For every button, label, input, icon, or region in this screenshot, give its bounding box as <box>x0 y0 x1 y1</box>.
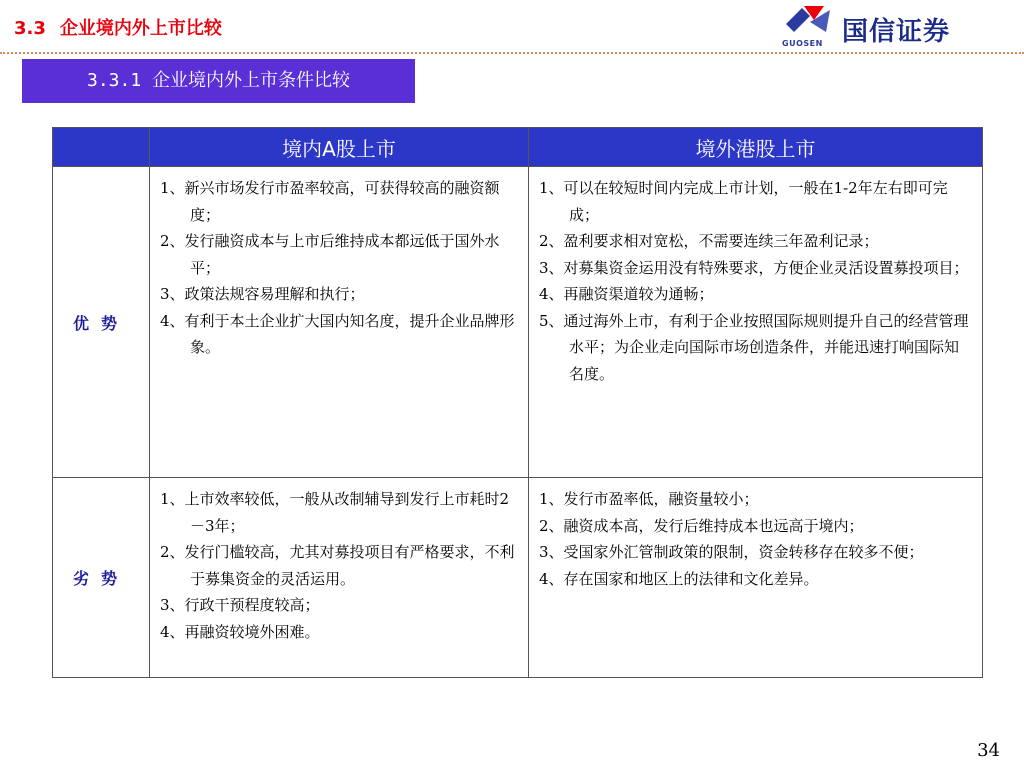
table-row-advantages <box>53 167 983 478</box>
cell-overseas-disadvantages <box>529 478 983 678</box>
list-item: 1、上市效率较低，一般从改制辅导到发行上市耗时2－3年； <box>160 490 510 535</box>
list-item: 3、对募集资金运用没有特殊要求，方便企业灵活设置募投项目； <box>539 258 969 277</box>
list-item: 3、政策法规容易理解和执行； <box>160 285 365 303</box>
logo-name: 国信证券 <box>842 17 951 47</box>
section-number: 3.3 <box>14 18 46 39</box>
guosen-logo-icon <box>780 2 836 42</box>
list-item: 4、有利于本土企业扩大国内知名度，提升企业品牌形象。 <box>160 311 515 356</box>
table-header-row <box>53 128 983 167</box>
page-number: 34 <box>977 740 1000 761</box>
header-divider <box>0 52 1024 54</box>
comparison-table <box>52 127 983 678</box>
subtitle-banner: 3.3.1 企业境内外上市条件比较 <box>22 59 415 103</box>
list-item: 1、可以在较短时间内完成上市计划，一般在1-2年左右即可完成； <box>539 179 948 224</box>
list-item: 1、新兴市场发行市盈率较高，可获得较高的融资额度； <box>160 179 500 224</box>
list-item: 3、行政干预程度较高； <box>160 596 320 614</box>
list-item: 2、盈利要求相对宽松，不需要连续三年盈利记录； <box>539 232 879 250</box>
list-item: 5、通过海外上市，有利于企业按照国际规则提升自己的经营管理水平；为企业走向国际市场创造条件，并能迅速打响国际知名度。 <box>539 311 969 383</box>
cell-domestic-disadvantages <box>150 478 529 678</box>
list-item: 2、发行门槛较高，尤其对募投项目有严格要求，不利于募集资金的灵活运用。 <box>160 543 515 588</box>
list-item: 4、再融资渠道较为通畅； <box>539 285 714 303</box>
list-item: 1、发行市盈率低，融资量较小； <box>539 490 759 508</box>
section-title <box>14 14 222 40</box>
list-item: 3、受国家外汇管制政策的限制，资金转移存在较多不便； <box>539 543 924 561</box>
list-item: 4、再融资较境外困难。 <box>160 622 320 641</box>
list-item: 2、融资成本高，发行后维持成本也远高于境内； <box>539 516 864 535</box>
cell-overseas-advantages <box>529 167 983 478</box>
list-item: 4、存在国家和地区上的法律和文化差异。 <box>539 569 819 588</box>
row-label-disadvantages: 劣势 <box>53 478 150 678</box>
cell-domestic-advantages <box>150 167 529 478</box>
table-row-disadvantages <box>53 478 983 678</box>
header-domestic: 境内A股上市 <box>150 128 529 167</box>
header-overseas: 境外港股上市 <box>529 128 983 167</box>
list-item: 2、发行融资成本与上市后维持成本都远低于国外水平； <box>160 232 500 277</box>
logo-sub-text: GUOSEN <box>782 39 823 48</box>
section-title-text: 企业境内外上市比较 <box>59 18 222 39</box>
header-empty <box>53 128 150 167</box>
guosen-logo <box>780 2 1020 52</box>
row-label-advantages: 优势 <box>53 167 150 478</box>
